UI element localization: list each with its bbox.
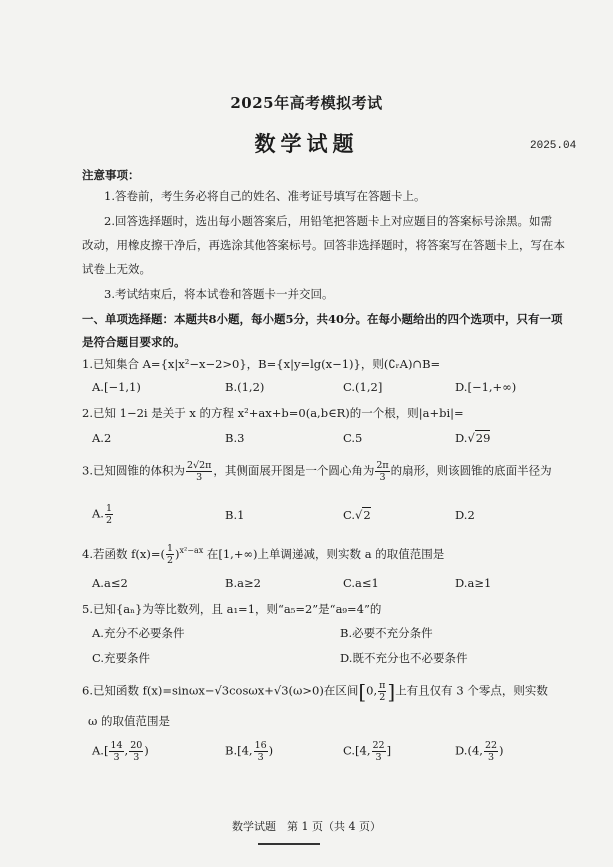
section-heading-line-2: 是符合题目要求的。 <box>82 335 186 349</box>
question-3-option-b: B.1 <box>225 508 245 522</box>
question-6-option-c-fraction <box>372 740 386 763</box>
question-4-part-2: ) <box>175 546 180 561</box>
question-6-option-b-fraction <box>254 740 268 763</box>
question-3-option-a-prefix: A. <box>92 506 104 521</box>
question-6-option-b <box>225 740 273 763</box>
question-1-option-d: D.[−1,+∞) <box>455 380 517 394</box>
exam-date: 2025.04 <box>530 140 577 152</box>
notice-item-3: 3.考试结束后，将本试卷和答题卡一并交回。 <box>104 287 334 301</box>
question-6-option-a-numerator-1: 14 <box>110 740 123 751</box>
question-6-option-a-fraction-1 <box>109 740 123 763</box>
question-3-volume-numerator: 2√2π <box>186 460 212 471</box>
notice-item-2-line-3: 试卷上无效。 <box>82 262 151 276</box>
notice-item-2-line-1: 2.回答选择题时，选出每小题答案后，用铅笔把答题卡上对应题目的答案标号涂黑。如需 <box>104 214 552 228</box>
question-6-left-bracket: [ <box>358 679 367 704</box>
question-6-option-c-numerator: 22 <box>372 740 385 751</box>
question-5-stem: 5.已知{aₙ}为等比数列，且 a₁=1，则“a₅=2”是“a₉=4”的 <box>82 602 382 616</box>
question-6-option-a-prefix: A.[ <box>92 743 109 758</box>
question-1-option-b: B.(1,2) <box>225 380 265 394</box>
question-2-option-d-prefix: D.√ <box>455 431 475 445</box>
question-3-option-a-numerator: 1 <box>105 503 113 514</box>
question-6-option-c-suffix: ] <box>386 743 392 758</box>
question-6-option-b-prefix: B.[4, <box>225 743 253 758</box>
notice-item-2-line-2: 改动，用橡皮擦干净后，再选涂其他答案标号。回答非选择题时，将答案写在答题卡上，写在本 <box>82 238 565 252</box>
question-4-half-fraction <box>166 543 174 566</box>
footer-rule <box>258 843 320 845</box>
question-6-option-c-denominator: 3 <box>375 752 382 763</box>
section-heading-line-1: 一、单项选择题：本题共8小题，每小题5分，共40分。在每小题给出的四个选项中，只有一项 <box>82 312 563 326</box>
question-5-option-d: D.既不充分也不必要条件 <box>340 651 468 665</box>
question-3-part-1: 3.已知圆锥的体积为 <box>82 463 185 478</box>
question-3-option-d: D.2 <box>455 508 475 522</box>
question-4-option-b: B.a≥2 <box>225 576 261 590</box>
question-6-option-c <box>343 740 391 763</box>
question-6-option-b-numerator: 16 <box>254 740 267 751</box>
question-5-option-b: B.必要不充分条件 <box>340 626 433 640</box>
question-6-option-d-prefix: D.(4, <box>455 743 483 758</box>
question-3-option-c <box>343 508 371 522</box>
page-footer: 数学试题 第 1 页（共 4 页） <box>232 820 381 833</box>
question-6-part-1: 6.已知函数 f(x)=sinωx−√3cosωx+√3(ω>0)在区间 <box>82 683 359 698</box>
question-3-part-3: 的扇形，则该圆锥的底面半径为 <box>390 463 552 478</box>
question-6-interval-left: 0, <box>366 683 378 698</box>
question-2-option-d-radicand: 29 <box>475 431 491 445</box>
paper-title: 数学试题 <box>254 131 359 156</box>
question-3-option-a-fraction <box>105 503 113 526</box>
question-6-option-a-denominator-1: 3 <box>113 752 120 763</box>
question-6-option-d-denominator: 3 <box>487 752 494 763</box>
exam-title: 2025年高考模拟考试 <box>230 94 383 112</box>
question-6-option-d-numerator: 22 <box>484 740 498 751</box>
question-3-option-c-prefix: C.√ <box>343 508 363 522</box>
question-6-option-d-fraction <box>484 740 498 763</box>
question-2-stem: 2.已知 1−2i 是关于 x 的方程 x²+ax+b=0(a,b∈R)的一个根，则|a+bi|= <box>82 406 464 420</box>
question-5-option-c: C.充要条件 <box>92 651 151 665</box>
question-3-volume-fraction <box>186 460 212 483</box>
question-5-option-a: A.充分不必要条件 <box>92 626 185 640</box>
question-2-option-c: C.5 <box>343 431 363 445</box>
question-6-option-d <box>455 740 504 763</box>
question-4-option-c: C.a≤1 <box>343 576 379 590</box>
question-1-stem: 1.已知集合 A={x|x²−x−2>0}，B={x|y=lg(x−1)}，则(∁ᵣA)∩B= <box>82 357 441 371</box>
question-6-option-d-suffix: ) <box>499 743 504 758</box>
question-6-option-a-denominator-2: 3 <box>133 752 140 763</box>
question-2-option-b: B.3 <box>225 431 245 445</box>
question-3-option-c-radicand: 2 <box>363 508 371 522</box>
question-4-exponent: x²−ax <box>179 546 204 555</box>
question-3-part-2: ，其侧面展开图是一个圆心角为 <box>213 463 375 478</box>
question-6-option-a-fraction-2 <box>129 740 143 763</box>
question-1-option-a: A.[−1,1) <box>92 380 141 394</box>
question-6-interval-numerator: π <box>379 680 386 691</box>
question-1-option-c: C.(1,2] <box>343 380 383 394</box>
question-3-angle-numerator: 2π <box>376 460 389 471</box>
question-4-option-d: D.a≥1 <box>455 576 492 590</box>
question-3-stem <box>82 460 552 483</box>
question-6-interval-denominator: 2 <box>379 692 386 703</box>
question-3-volume-denominator: 3 <box>196 472 203 483</box>
question-3-option-a <box>92 503 114 526</box>
question-6-part-2: 上有且仅有 3 个零点，则实数 <box>395 683 548 698</box>
question-3-angle-fraction <box>375 460 389 483</box>
question-6-option-b-denominator: 3 <box>257 752 264 763</box>
question-4-option-a: A.a≤2 <box>92 576 128 590</box>
question-4-part-1: 4.若函数 f(x)=( <box>82 546 165 561</box>
question-6-right-bracket: ] <box>387 679 396 704</box>
question-6-stem-line-2: ω 的取值范围是 <box>88 714 171 728</box>
question-4-part-3: 在[1,+∞)上单调递减，则实数 a 的取值范围是 <box>206 546 445 561</box>
question-6-option-a-suffix: ) <box>144 743 149 758</box>
question-6-option-a-numerator-2: 20 <box>130 740 143 751</box>
question-6-interval-fraction <box>378 680 386 703</box>
question-3-angle-denominator: 3 <box>379 472 386 483</box>
question-2-option-d <box>455 431 490 445</box>
question-6-option-c-prefix: C.[4, <box>343 743 371 758</box>
question-2-option-a: A.2 <box>92 431 112 445</box>
notice-item-1: 1.答卷前，考生务必将自己的姓名、准考证号填写在答题卡上。 <box>104 189 426 203</box>
question-4-half-denominator: 2 <box>166 555 174 567</box>
question-6-stem <box>82 680 548 703</box>
question-3-option-a-denominator: 2 <box>105 515 113 526</box>
question-4-half-numerator: 1 <box>166 543 174 555</box>
question-6-option-a: A.[ $\frac{14}{3}$ , $\frac{20}{3}$ ) <box>92 740 149 763</box>
question-6-option-b-suffix: ) <box>268 743 274 758</box>
question-4-stem <box>82 542 444 566</box>
notice-heading: 注意事项： <box>82 168 140 182</box>
